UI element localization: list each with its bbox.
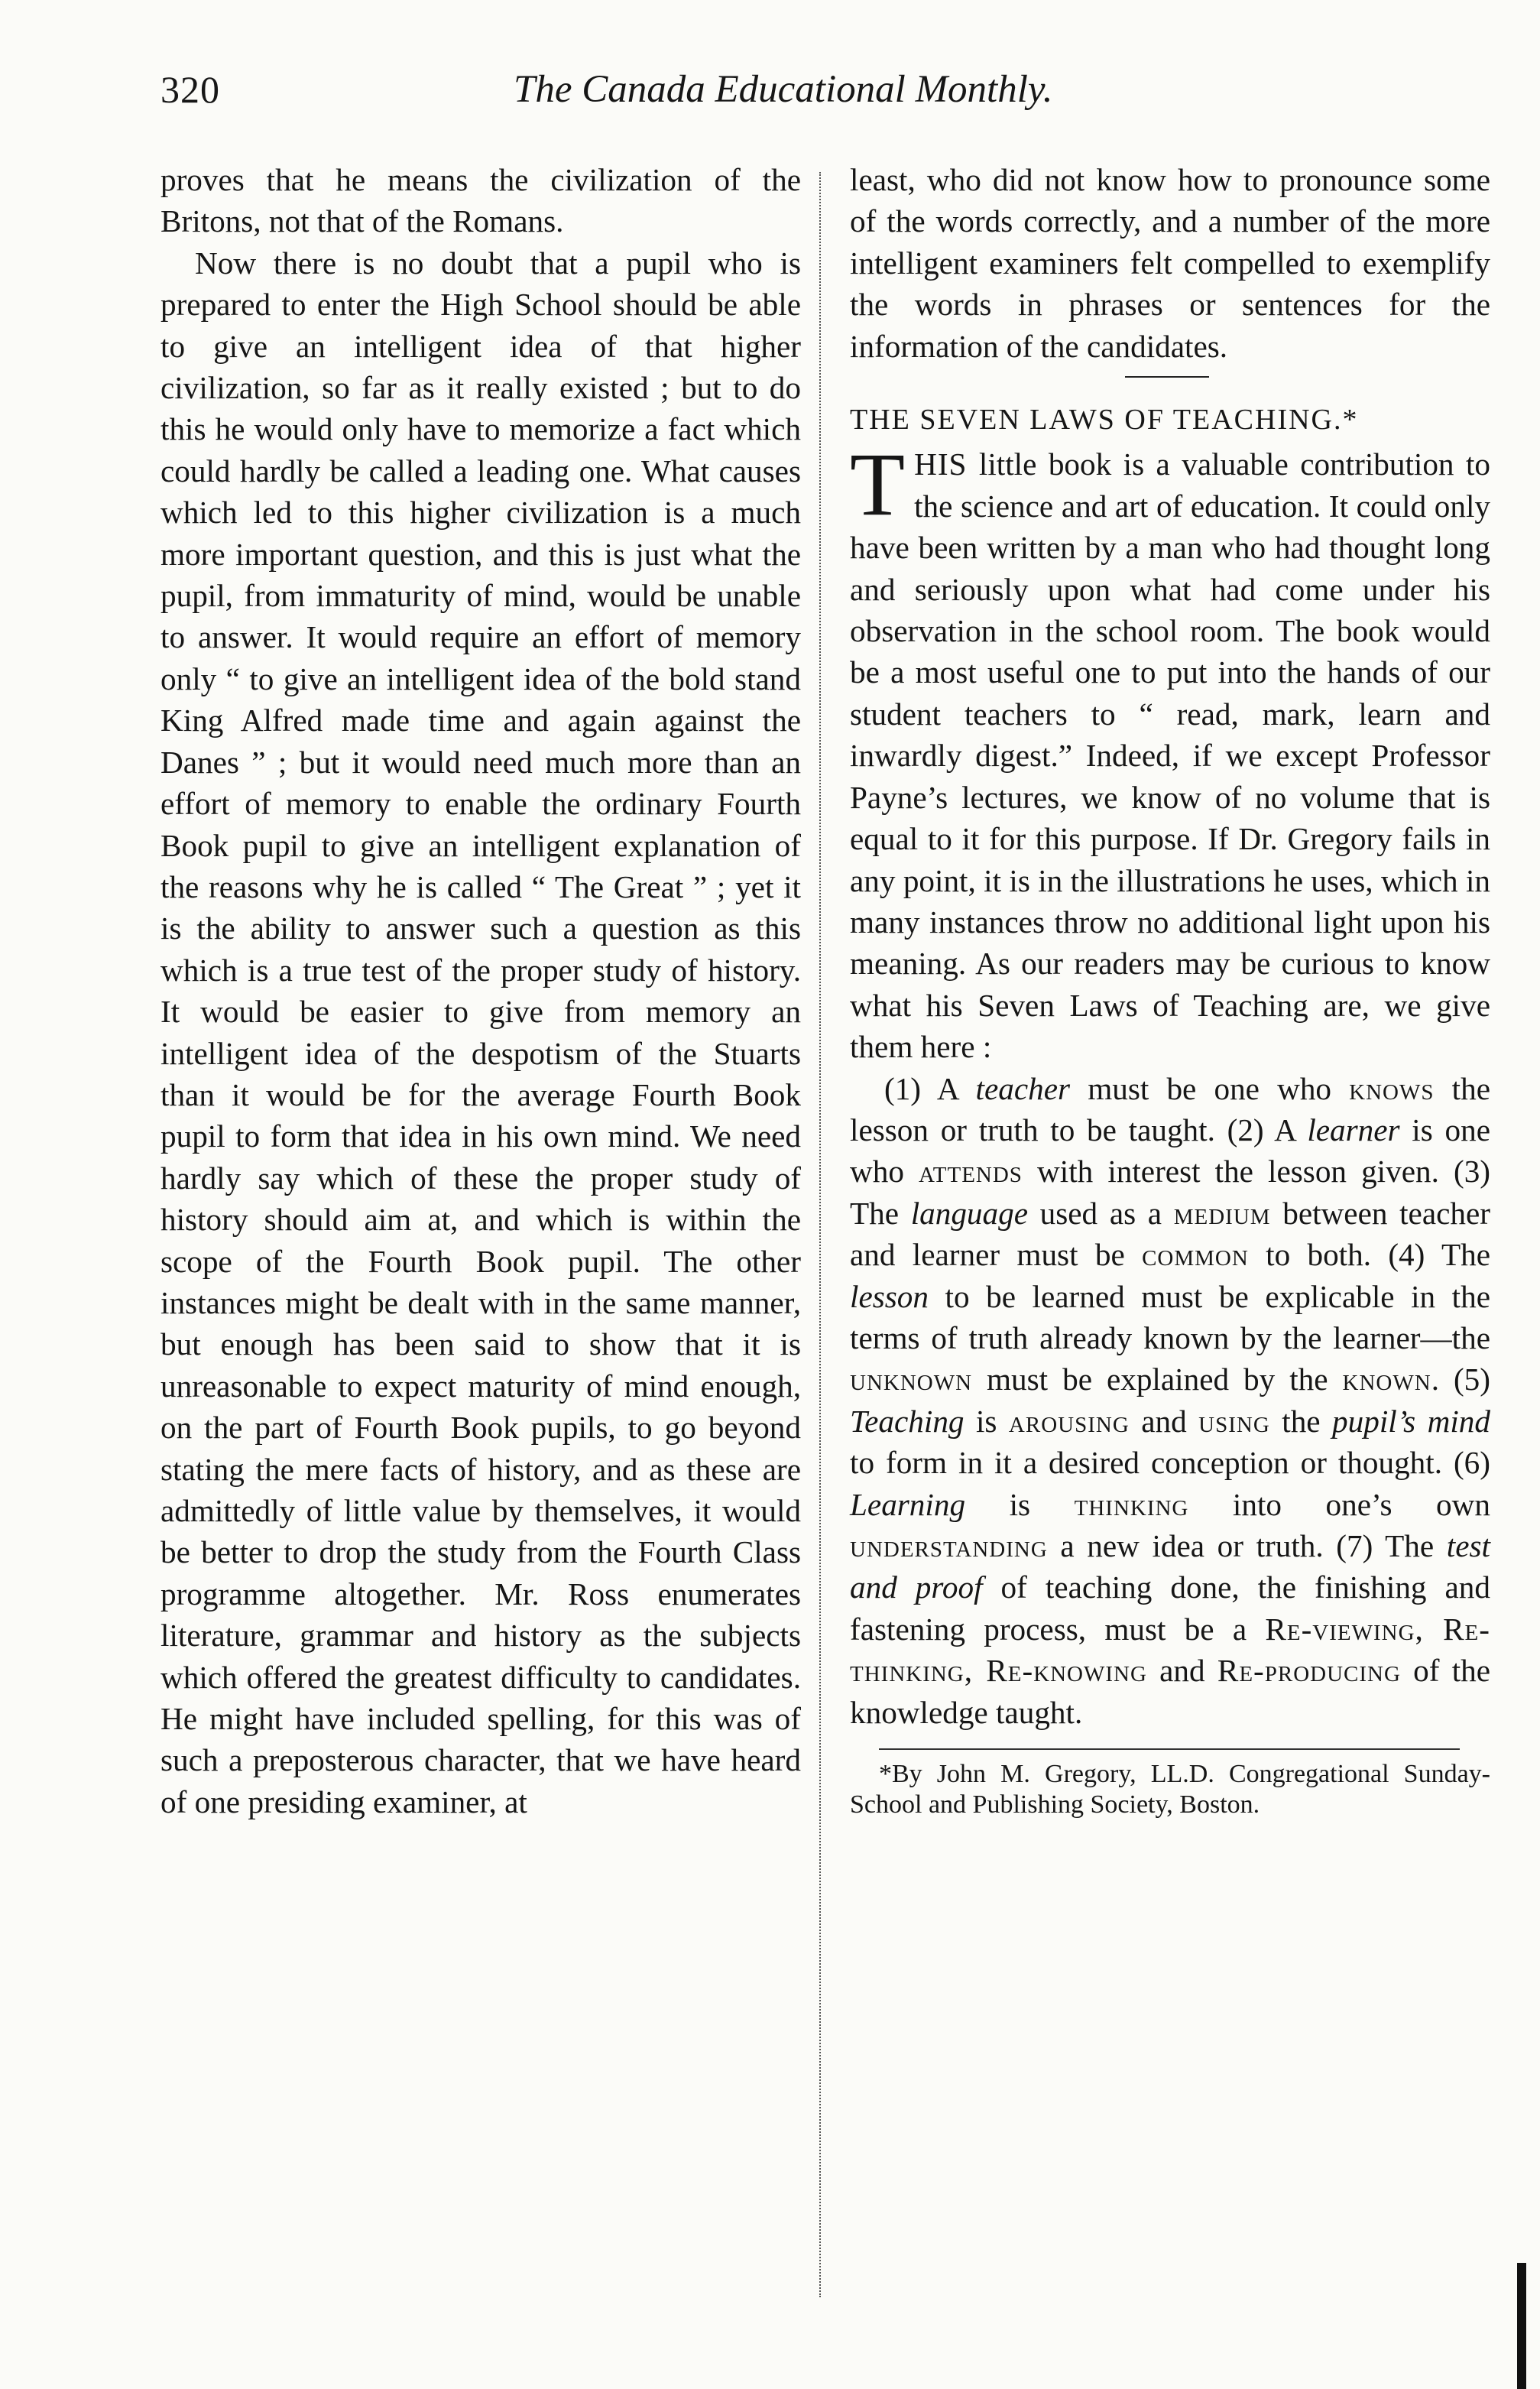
journal-title: The Canada Educational Monthly. — [514, 68, 1053, 111]
scan-edge-mark — [1517, 2263, 1526, 2389]
paragraph: proves that he means the civilization of the Britons, not that of the Romans. — [160, 162, 801, 239]
section-title: THE SEVEN LAWS OF TEACHING.* — [850, 404, 1359, 437]
review-text: little book is a valuable contribution to the science and art of education. It could only have been written by a man who had thought long and seriously upon what had come under his observation in the school room. The book would be a most useful one to put into the hands of our student teachers to “ read, mark, learn and inwardly digest.” Indeed, if we except Professor Payne’s lectures, we know of no volume that is equal to it for this purpose. If Dr. Gregory fails in any point, it is in the illustrations he uses, which in many instances throw no additional light upon his meaning. As our readers may be curious to know what his Seven Laws of Teaching are, we give them here : — [850, 446, 1490, 1065]
footnote: *By John M. Gregory, LL.D. Congregational Sunday-School and Publishing Society, Boston. — [850, 1760, 1490, 1819]
footnote-rule — [879, 1748, 1460, 1750]
page-header — [160, 67, 1177, 128]
paragraph: least, who did not know how to pronounce some of the words correctly, and a number of the more intelligent examiners felt compelled to exemplify the words in phrases or sentences for the information of the candidates. — [850, 162, 1490, 364]
right-column — [850, 159, 1490, 1820]
column-divider — [819, 172, 821, 2297]
first-word: HIS — [914, 446, 968, 482]
left-column — [160, 159, 801, 1823]
page-number: 320 — [160, 68, 220, 111]
section-rule — [1125, 376, 1209, 378]
drop-cap: T — [850, 434, 906, 535]
paragraph: Now there is no doubt that a pupil who is prepared to enter the High School should be able to give an intelligent idea of that higher civilization, so far as it really existed ; but to do this he would only have to memorize a fact which could hardly be called a leading one. What causes which led to this higher civilization is a much more important question, and this is just what the pupil, from immaturity of mind, would be unable to answer. It would require an effort of memory only “ to give an intelligent idea of the bold stand King Alfred made time and again against the Danes ” ; but it would need much more than an effort of memory to enable the ordinary Fourth Book pupil to give an intelligent explanation of the reasons why he is called “ The Great ” ; yet it is the ability to answer such a question as this which is a true test of the proper study of history. It would be easier to give from memory an intelligent idea of the despotism of the Stuarts than it would be for the average Fourth Book pupil to form that idea in his own mind. We need hardly say which of these the proper study of history should aim at, and which is within the scope of the Fourth Book pupil. The other instances might be dealt with in the same manner, but enough has been said to show that it is unreasonable to expect maturity of mind enough, on the part of Fourth Book pupils, to go beyond stating the mere facts of history, and as these are admittedly of little value by themselves, it would be better to drop the study from the Fourth Class programme altogether. Mr. Ross enumerates literature, grammar and history as the subjects which offered the greatest difficulty to candidates. He might have included spelling, for this was of such a preposterous character, that we have heard of one presiding examiner, at — [160, 245, 801, 1819]
laws-paragraph: (1) A teacher must be one who knows the lesson or truth to be taught. (2) A learner is one who attends with interest the lesson given. (3) The language used as a medium between teacher and learner must be common to both. (4) The lesson to be learned must be explicable in the terms of truth already known by the learner—the unknown must be explained by the known. (5) Teaching is arousing and using the pupil’s mind to form in it a desired conception or thought. (6) Learning is thinking into one’s own understanding a new idea or truth. (7) The test and proof of teaching done, the finishing and fastening process, must be a Re-viewing, Re-thinking, Re-knowing and Re-producing of the knowledge taught. — [850, 1070, 1491, 1730]
review-paragraph — [850, 434, 1490, 1067]
